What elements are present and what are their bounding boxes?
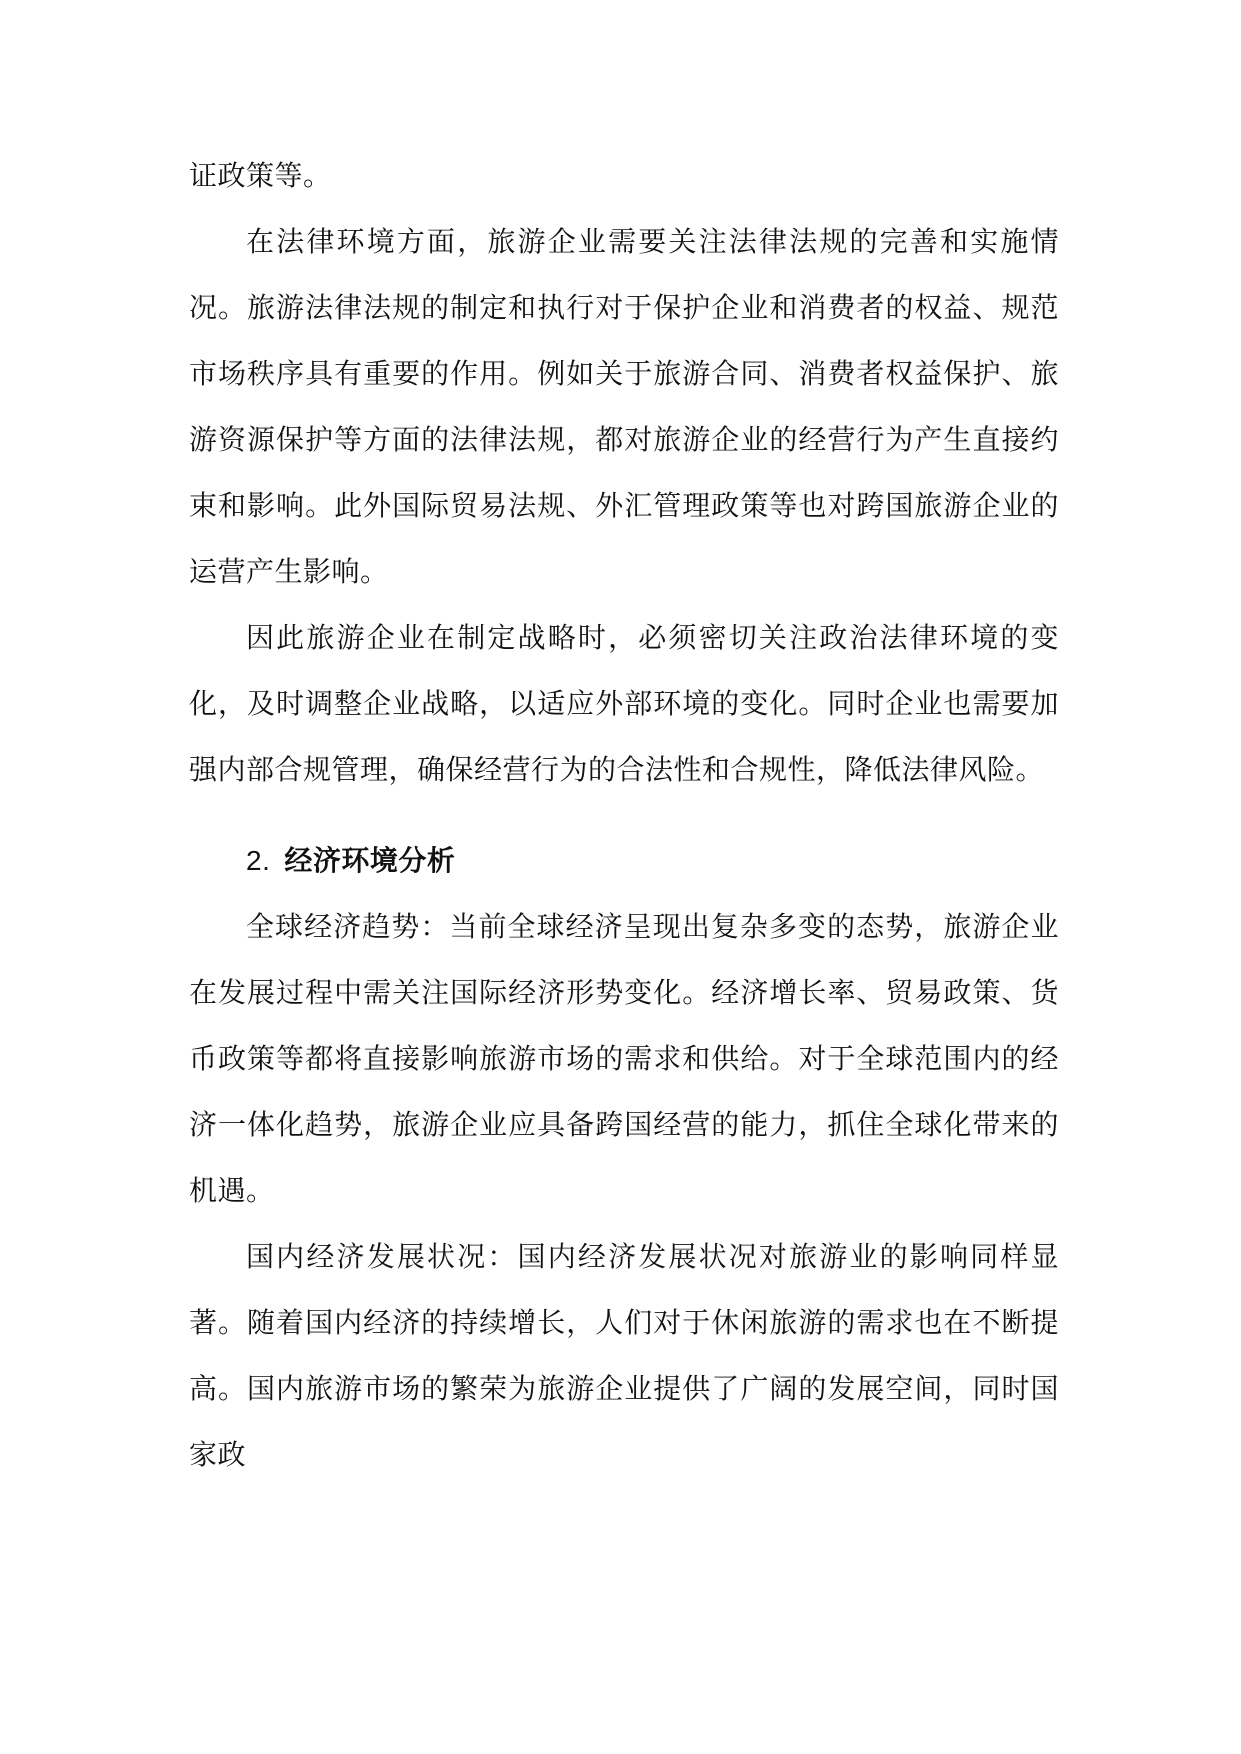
section-heading (189, 828, 1059, 894)
paragraph-domestic-economy: 国内经济发展状况：国内经济发展状况对旅游业的影响同样显著。随着国内经济的持续增长，人们对于休闲旅游的需求也在不断提高。国内旅游市场的繁荣为旅游企业提供了广阔的发展空间，同时国家政 (189, 1240, 1059, 1471)
paragraph-strategy-conclusion: 因此旅游企业在制定战略时，必须密切关注政治法律环境的变化，及时调整企业战略，以适应外部环境的变化。同时企业也需要加强内部合规管理，确保经营行为的合法性和合规性，降低法律风险。 (189, 621, 1059, 786)
paragraph-continuation: 证政策等。 (189, 159, 332, 192)
section-title: 经济环境分析 (284, 844, 456, 877)
document-body (189, 143, 1059, 1488)
paragraph-global-economy: 全球经济趋势：当前全球经济呈现出复杂多变的态势，旅游企业在发展过程中需关注国际经济形势变化。经济增长率、贸易政策、货币政策等都将直接影响旅游市场的需求和供给。对于全球范围内的经济一体化趋势，旅游企业应具备跨国经营的能力，抓住全球化带来的机遇。 (189, 910, 1059, 1207)
paragraph-legal-environment: 在法律环境方面，旅游企业需要关注法律法规的完善和实施情况。旅游法律法规的制定和执行对于保护企业和消费者的权益、规范市场秩序具有重要的作用。例如关于旅游合同、消费者权益保护、旅游资源保护等方面的法律法规，都对旅游企业的经营行为产生直接约束和影响。此外国际贸易法规、外汇管理政策等也对跨国旅游企业的运营产生影响。 (189, 225, 1059, 588)
section-number: 2. (246, 845, 271, 876)
